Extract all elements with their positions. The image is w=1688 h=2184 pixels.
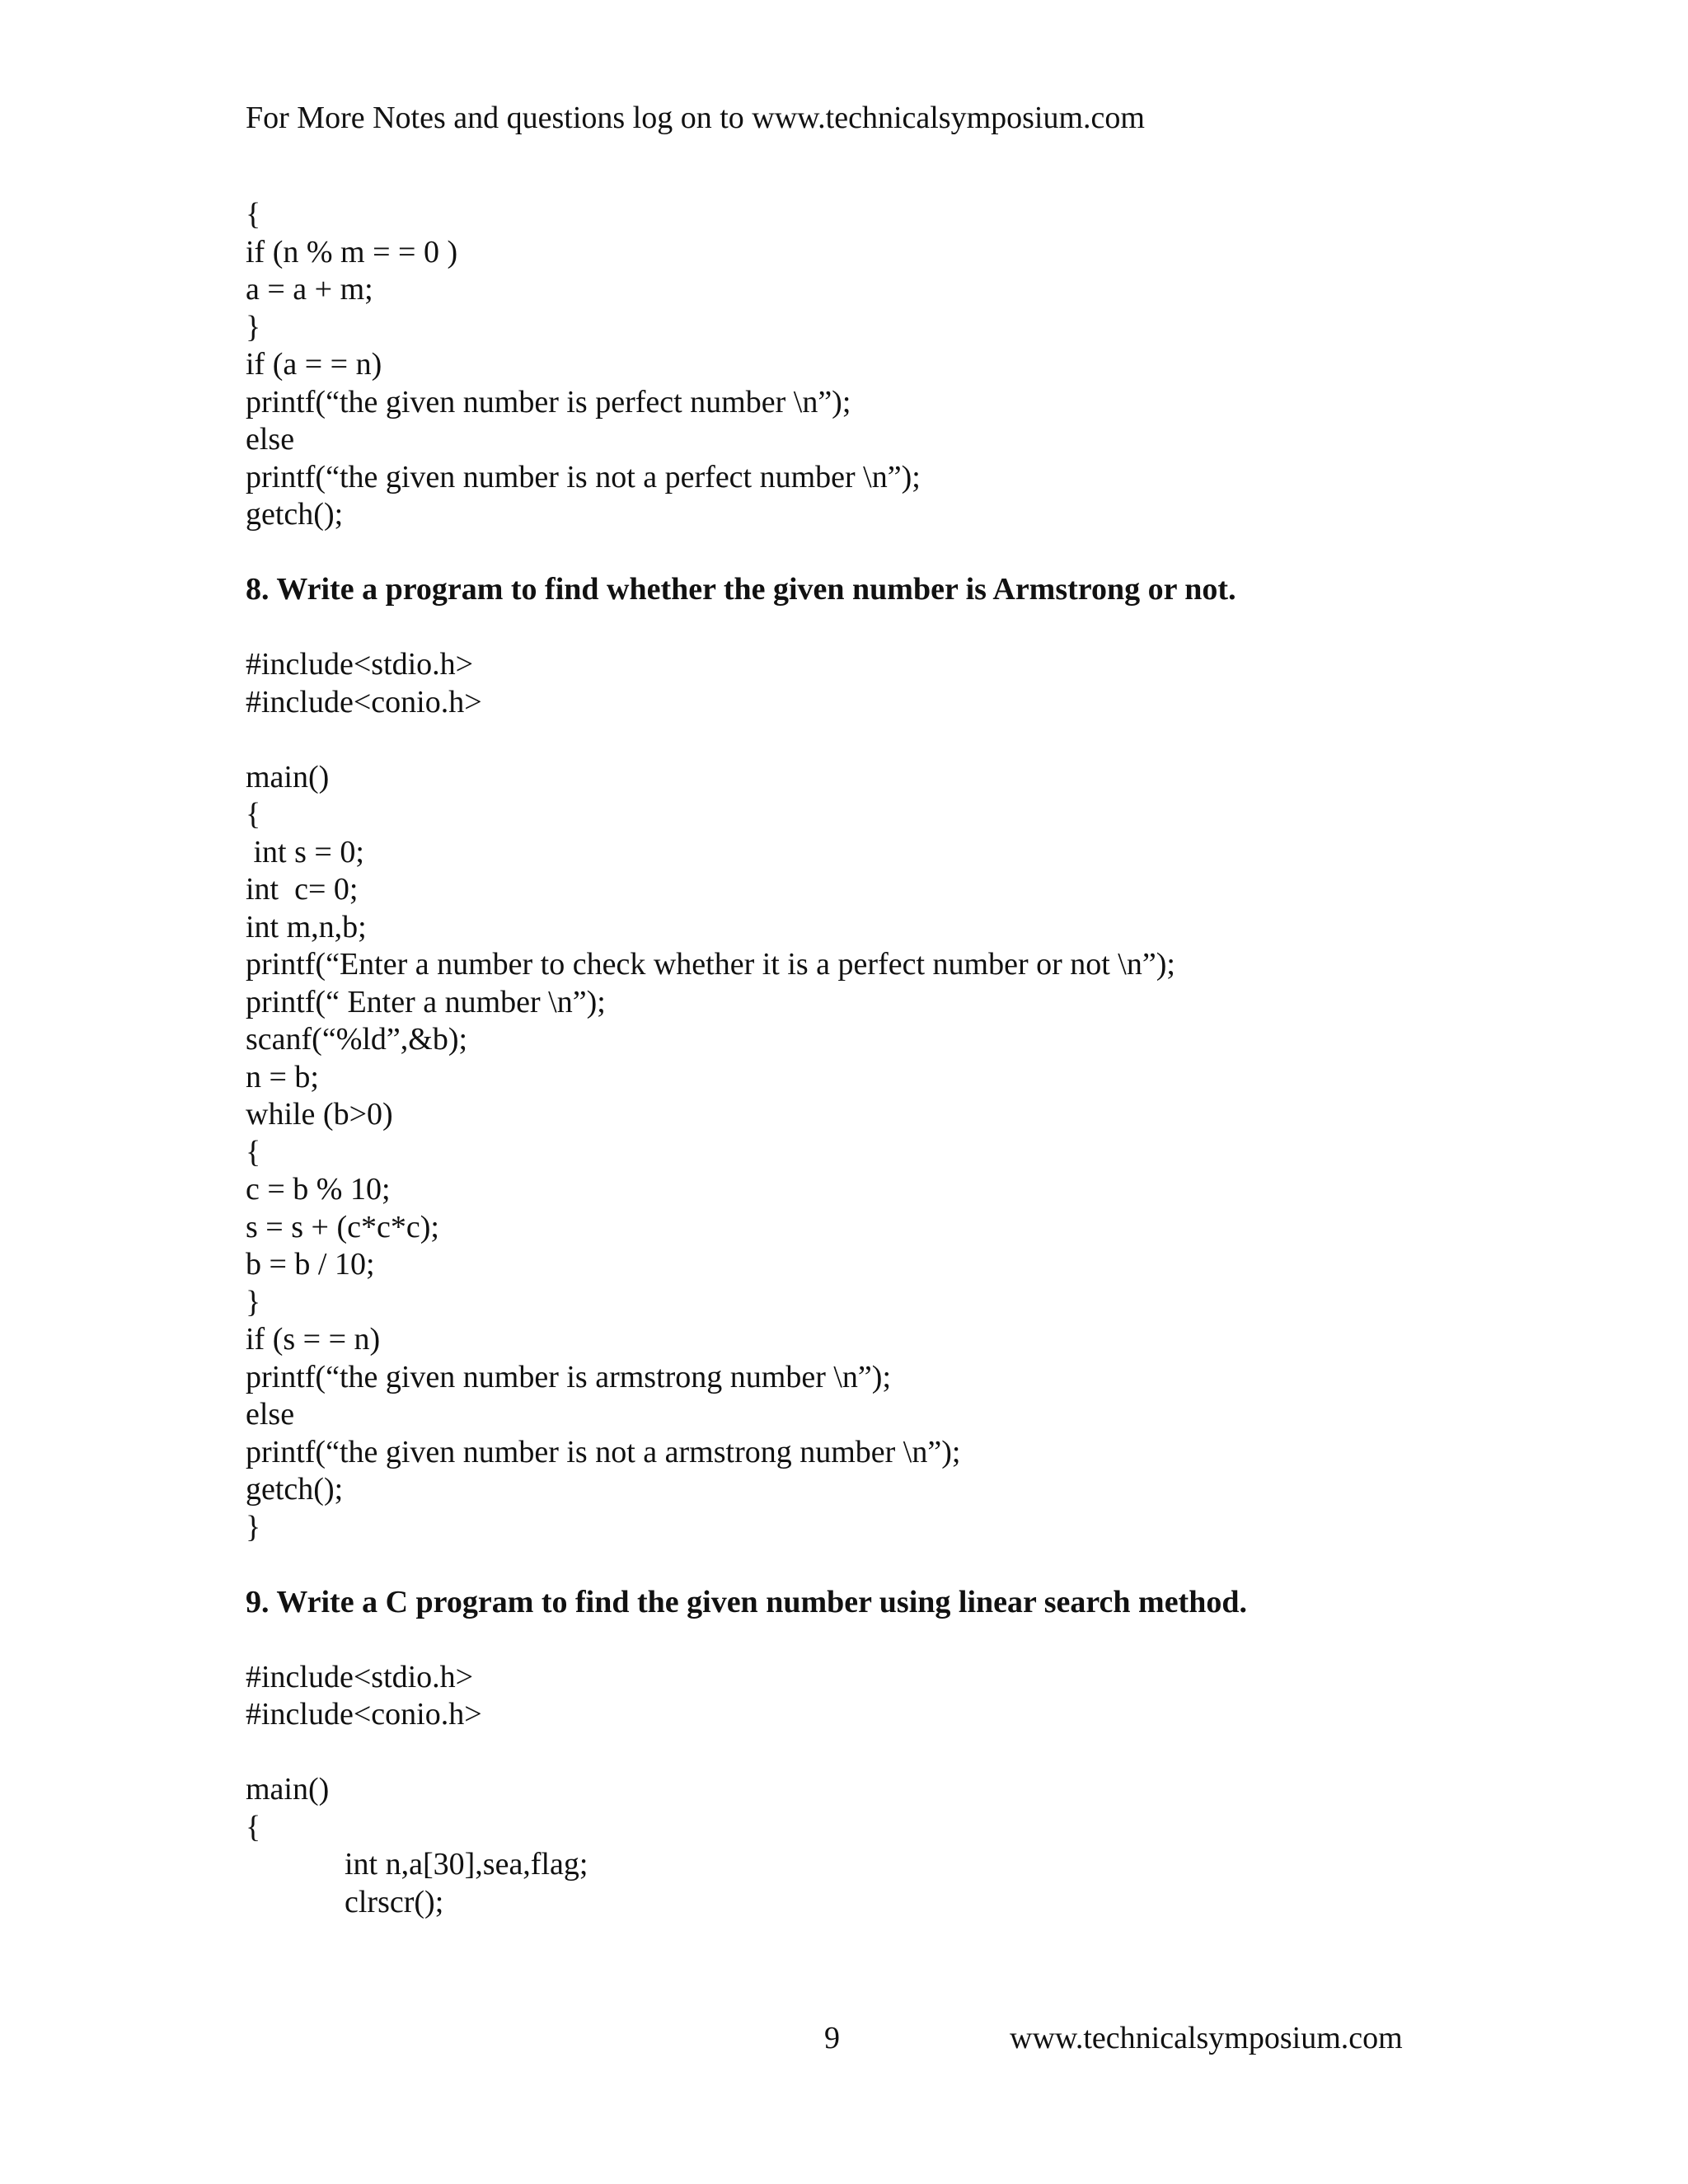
- code-line: getch();: [246, 497, 344, 532]
- question-9-code: [246, 1771, 1606, 1921]
- question-8-heading: 8. Write a program to find whether the given number is Armstrong or not.: [246, 572, 1236, 607]
- spacer: [246, 534, 1606, 572]
- code-line: }: [246, 309, 261, 344]
- code-line: b = b / 10;: [246, 1247, 375, 1282]
- page-content: [246, 196, 1606, 1921]
- page-header: For More Notes and questions log on to www.technicalsymposium.com: [246, 101, 1145, 135]
- code-block-continued: [246, 196, 1606, 534]
- code-line: printf(“the given number is armstrong number \n”);: [246, 1359, 892, 1394]
- code-line: printf(“the given number is not a armstrong number \n”);: [246, 1434, 961, 1469]
- code-line: int s = 0;: [246, 834, 364, 869]
- question-9-includes: [246, 1659, 1606, 1734]
- code-line: else: [246, 1397, 295, 1432]
- code-line: a = a + m;: [246, 272, 373, 307]
- code-line: s = s + (c*c*c);: [246, 1209, 439, 1244]
- code-line: printf(“Enter a number to check whether it is a perfect number or not \n”);: [246, 947, 1175, 982]
- question-8-code: [246, 759, 1606, 1547]
- code-line: }: [246, 1284, 261, 1319]
- code-line: else: [246, 422, 295, 457]
- code-line: getch();: [246, 1472, 344, 1507]
- code-line: if (a = = n): [246, 347, 382, 382]
- code-line: {: [246, 1134, 261, 1169]
- spacer: [246, 609, 1606, 647]
- code-line: {: [246, 1809, 261, 1844]
- code-line: printf(“the given number is not a perfect number \n”);: [246, 459, 921, 494]
- code-line: }: [246, 1509, 261, 1544]
- page-number: 9: [824, 2021, 840, 2055]
- include-line: #include<stdio.h>: [246, 1659, 474, 1694]
- code-line: {: [246, 197, 261, 232]
- spacer: [246, 1734, 1606, 1772]
- footer-url: www.technicalsymposium.com: [1010, 2021, 1403, 2055]
- code-line: main(): [246, 759, 330, 794]
- code-line: main(): [246, 1772, 330, 1807]
- code-line: {: [246, 797, 261, 832]
- code-line-indented: clrscr();: [345, 1884, 444, 1919]
- code-line: int m,n,b;: [246, 909, 367, 944]
- spacer: [246, 1546, 1606, 1584]
- include-line: #include<conio.h>: [246, 684, 482, 719]
- code-line: int c= 0;: [246, 872, 359, 907]
- code-line: printf(“the given number is perfect number \n”);: [246, 384, 851, 419]
- code-line: if (n % m = = 0 ): [246, 234, 458, 269]
- include-line: #include<stdio.h>: [246, 647, 474, 682]
- code-line-indented: int n,a[30],sea,flag;: [345, 1847, 588, 1882]
- code-line: n = b;: [246, 1059, 319, 1094]
- question-8-includes: [246, 646, 1606, 721]
- spacer: [246, 1621, 1606, 1659]
- include-line: #include<conio.h>: [246, 1697, 482, 1732]
- code-line: while (b>0): [246, 1097, 393, 1132]
- code-line: scanf(“%ld”,&b);: [246, 1022, 468, 1057]
- code-line: if (s = = n): [246, 1322, 381, 1357]
- code-line: printf(“ Enter a number \n”);: [246, 984, 606, 1019]
- question-9-heading: 9. Write a C program to find the given number using linear search method.: [246, 1584, 1247, 1619]
- spacer: [246, 721, 1606, 759]
- code-line: c = b % 10;: [246, 1172, 391, 1207]
